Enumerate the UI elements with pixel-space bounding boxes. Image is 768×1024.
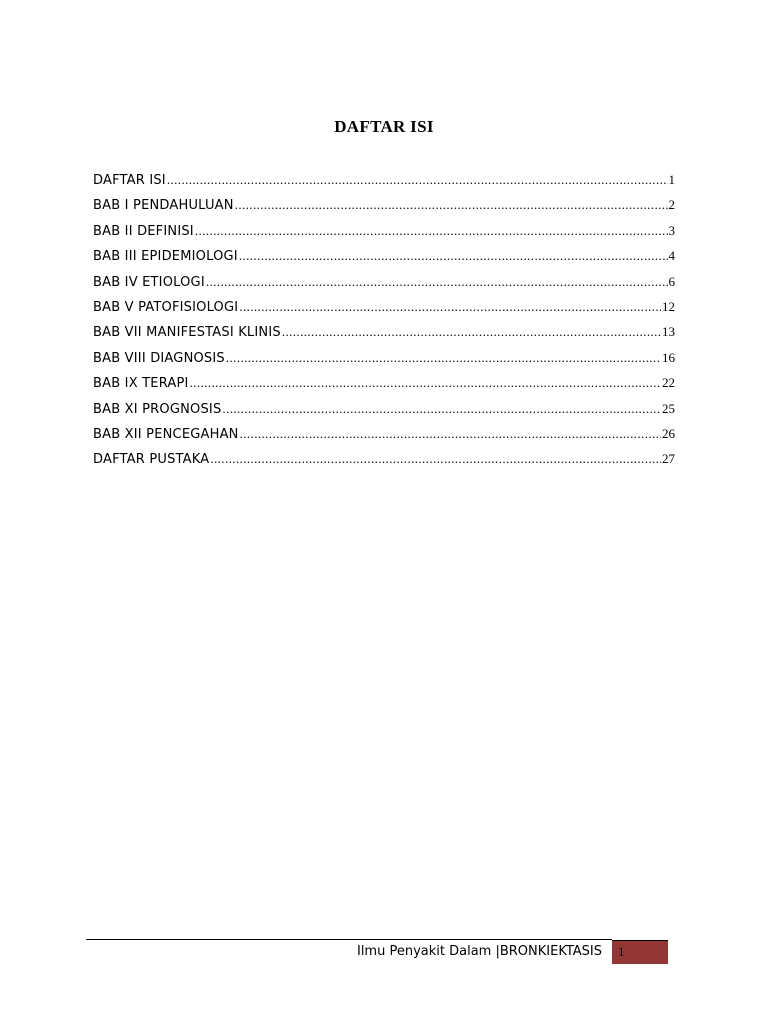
- toc-entry-page: 16: [662, 349, 675, 365]
- toc-entry-label: BAB I PENDAHULUAN: [93, 198, 234, 214]
- toc-leader-dots: [190, 370, 661, 395]
- toc-leader-dots: [210, 446, 661, 471]
- toc-entry-label: BAB XII PENCEGAHAN: [93, 426, 239, 442]
- toc-leader-dots: [235, 192, 668, 217]
- toc-leader-dots: [167, 167, 668, 192]
- footer-divider: [86, 939, 612, 940]
- toc-entry: [93, 396, 675, 421]
- toc-entry: [93, 243, 675, 268]
- toc-leader-dots: [240, 421, 661, 446]
- toc-leader-dots: [206, 269, 668, 294]
- page-title: DAFTAR ISI: [334, 117, 434, 136]
- toc-entry-label: BAB V PATOFISIOLOGI: [93, 299, 239, 315]
- toc-entry-label: BAB VII MANIFESTASI KLINIS: [93, 325, 281, 341]
- toc-entry: [93, 218, 675, 243]
- toc-entry: [93, 192, 675, 217]
- toc-entry-label: DAFTAR ISI: [93, 173, 166, 188]
- toc-entry-page: 1: [668, 172, 675, 187]
- toc-entry-page: 13: [662, 324, 675, 340]
- toc-entry-label: BAB IV ETIOLOGI: [93, 274, 205, 290]
- toc-entry: [93, 269, 675, 294]
- toc-entry-label: DAFTAR PUSTAKA: [93, 452, 210, 468]
- toc-leader-dots: [239, 294, 661, 319]
- footer-text: Ilmu Penyakit Dalam |BRONKIEKTASIS: [356, 944, 602, 959]
- toc-leader-dots: [195, 218, 668, 243]
- toc-entry: [93, 294, 675, 319]
- toc-entry-page: 25: [662, 400, 675, 416]
- footer-page-number: 1: [618, 944, 625, 959]
- toc-entry-page: 2: [668, 197, 675, 213]
- toc-leader-dots: [282, 319, 661, 344]
- toc-entry-label: BAB II DEFINISI: [93, 223, 194, 239]
- table-of-contents: [93, 167, 675, 472]
- toc-entry-label: BAB XI PROGNOSIS: [93, 401, 222, 417]
- toc-entry-label: BAB III EPIDEMIOLOGI: [93, 249, 238, 265]
- toc-entry: [93, 446, 675, 471]
- toc-entry: [93, 421, 675, 446]
- toc-leader-dots: [222, 396, 661, 421]
- toc-entry-page: 22: [662, 375, 675, 391]
- toc-leader-dots: [239, 243, 668, 268]
- toc-entry-page: 27: [662, 451, 675, 467]
- toc-entry: [93, 167, 675, 192]
- toc-entry-label: BAB IX TERAPI: [93, 376, 189, 392]
- toc-entry-page: 6: [668, 273, 675, 289]
- toc-leader-dots: [226, 345, 661, 370]
- footer-page-box: [612, 940, 668, 964]
- toc-entry: [93, 319, 675, 344]
- toc-entry-page: 3: [668, 222, 675, 238]
- toc-entry-page: 4: [668, 248, 675, 264]
- toc-entry: [93, 345, 675, 370]
- toc-entry: [93, 370, 675, 395]
- toc-entry-page: 12: [662, 298, 675, 314]
- toc-entry-page: 26: [662, 425, 675, 441]
- toc-entry-label: BAB VIII DIAGNOSIS: [93, 350, 225, 366]
